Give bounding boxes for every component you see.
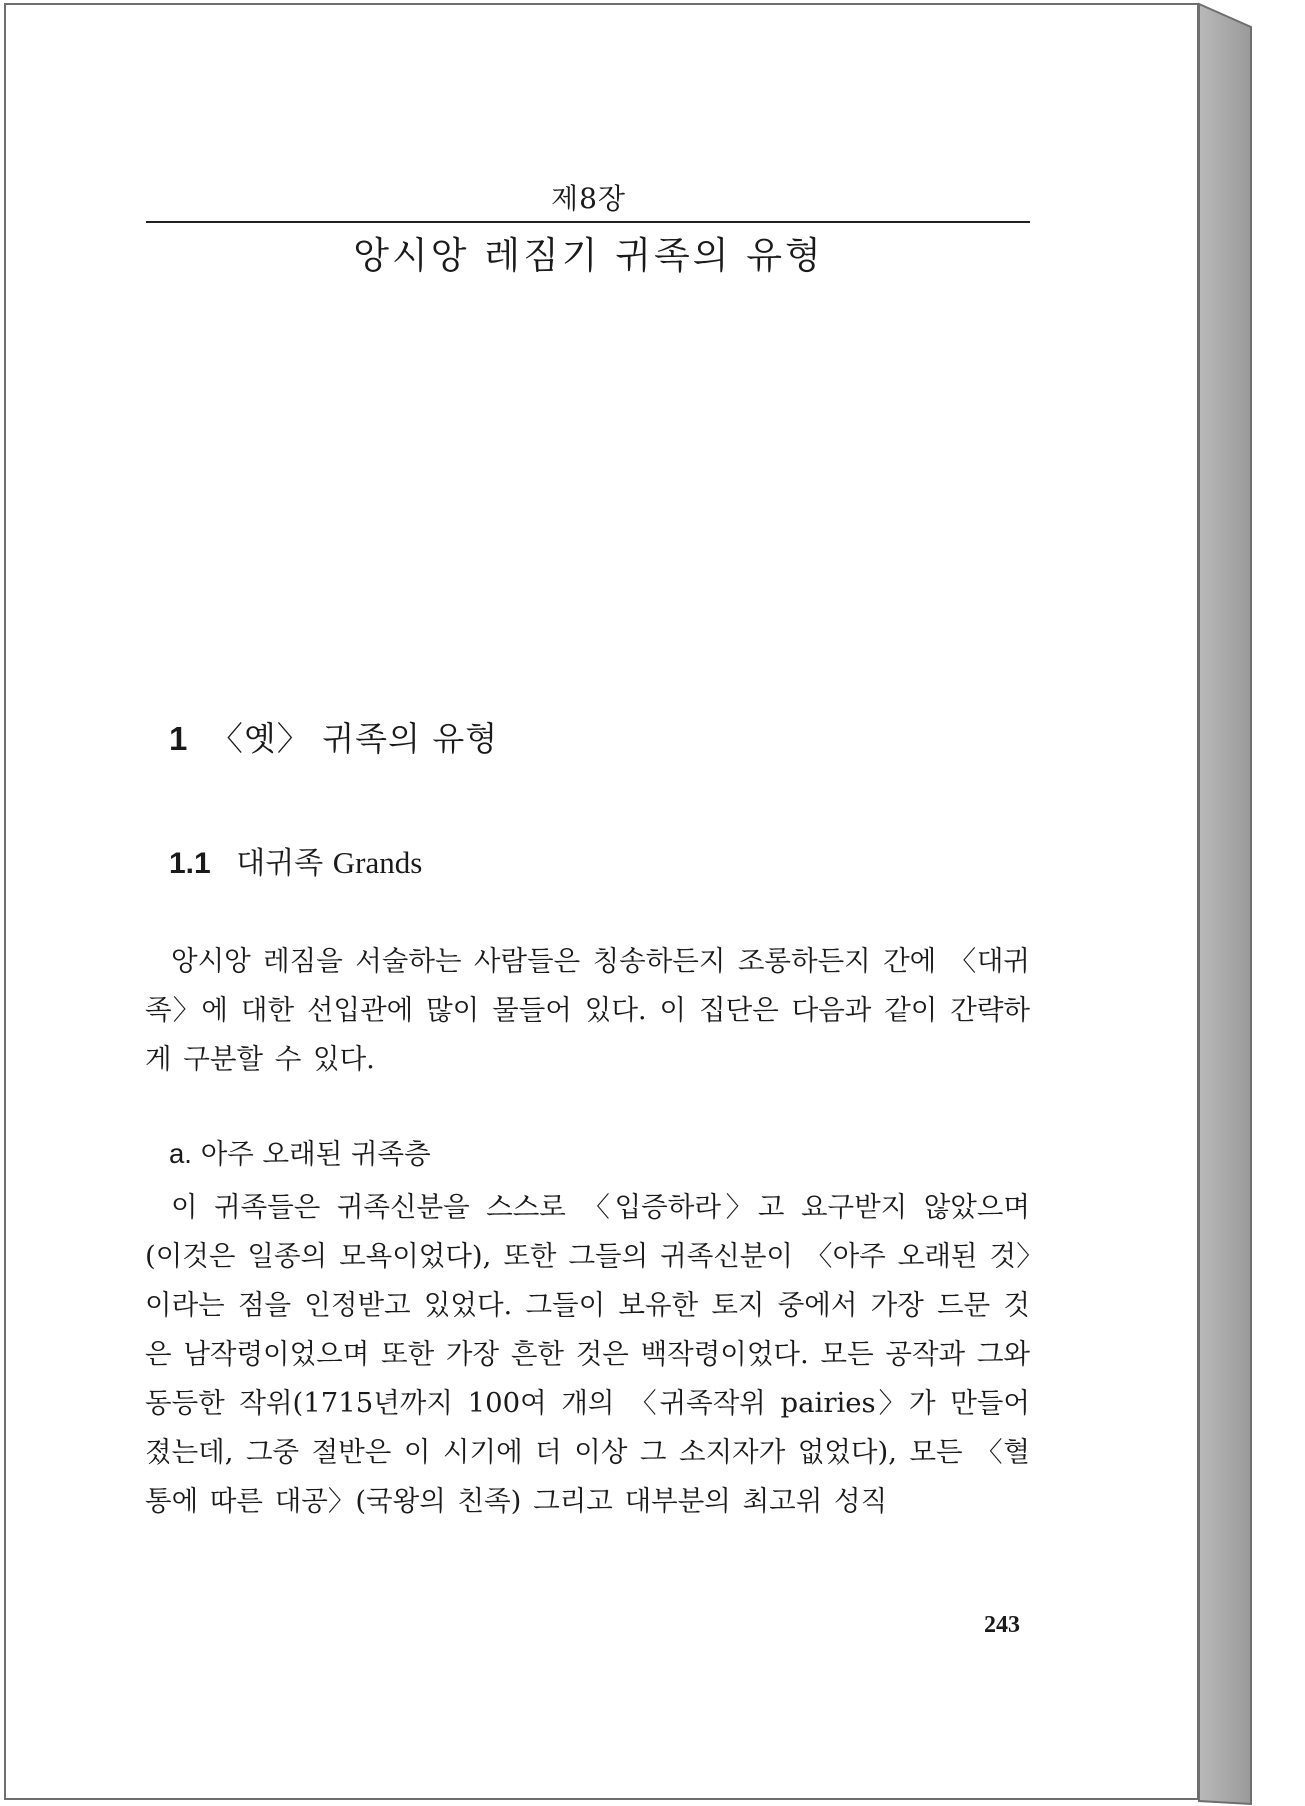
section-heading bbox=[169, 717, 498, 761]
subsection-number: 1.1 bbox=[169, 847, 211, 880]
item-text: 아주 오래된 귀족층 bbox=[200, 1138, 431, 1170]
item-letter: a. bbox=[169, 1138, 192, 1169]
book-page bbox=[4, 3, 1199, 1800]
subsection-heading bbox=[169, 843, 422, 884]
chapter-title: 앙시앙 레짐기 귀족의 유형 bbox=[353, 234, 824, 277]
chapter-label: 제8장 bbox=[551, 182, 626, 215]
item-label bbox=[169, 1134, 431, 1174]
subsection-title-ko: 대귀족 bbox=[236, 846, 324, 881]
chapter-rule bbox=[146, 221, 1030, 223]
paragraph-intro: 앙시앙 레짐을 서술하는 사람들은 칭송하든지 조롱하든지 간에 〈대귀족〉에 대한 선입관에 많이 물들어 있다. 이 집단은 다음과 같이 간략하게 구분할 수 있다. bbox=[145, 945, 1030, 1075]
paragraph-body: 이 귀족들은 귀족신분을 스스로 〈입증하라〉고 요구받지 않았으며 (이것은 일종의 모욕이었다), 또한 그들의 귀족신분이 〈아주 오래된 것〉이라는 점을 인정받고 있었다. 그들이 보유한 토지 중에서 가장 드문 것은 남작령이었으며 또한 가장 흔한 것은 백작령이었다. 모든 공작과 그와 동등한 작위(1715년까지 100여 개의 〈귀족작위 pairies〉가 만들어졌는데, 그중 절반은 이 시기에 더 이상 그 소지자가 없었다), 모든 〈혈통에 따른 대공〉(국왕의 친족) 그리고 대부분의 최고위 성직 bbox=[145, 1191, 1030, 1517]
section-number: 1 bbox=[169, 720, 189, 757]
page-number: 243 bbox=[984, 1612, 1020, 1638]
subsection-title-latin: Grands bbox=[332, 845, 423, 880]
section-title: 〈옛〉 귀족의 유형 bbox=[209, 719, 499, 758]
